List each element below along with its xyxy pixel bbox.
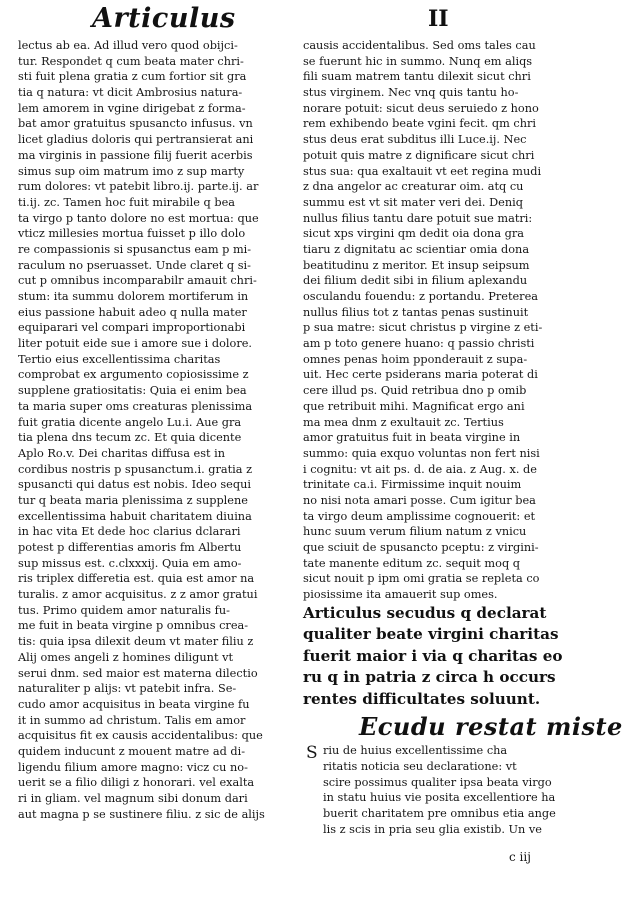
text-line: raculum no pseruasset. Unde claret q si- bbox=[18, 258, 251, 272]
text-line: piosissime ita amauerit sup omes. bbox=[303, 588, 498, 602]
text-line: Aplo Ro.v. Dei charitas diffusa est in bbox=[18, 446, 226, 460]
heading-line: qualiter beate virgini charitas bbox=[303, 625, 559, 644]
text-line: cordibus nostris p spusanctum.i. gratia z bbox=[18, 462, 253, 476]
text-line: in statu huius vie posita excellentiore ha bbox=[323, 791, 556, 805]
text-line: cere illud ps. Quid retribua dno p omib bbox=[303, 384, 527, 398]
text-line: lem amorem in vgine dirigebat z forma- bbox=[18, 101, 246, 115]
text-line: nullus filius tot z tantas penas sustinuit bbox=[303, 305, 529, 319]
text-line: ma mea dnm z exultauit zc. Tertius bbox=[303, 415, 504, 429]
text-line: omnes penas hoim pponderauit z supa- bbox=[303, 352, 528, 366]
text-line: ma virginis in passione filij fuerit acerbis bbox=[18, 148, 253, 162]
text-line: buerit charitatem pre omnibus etia ange bbox=[323, 807, 556, 820]
text-line: supplene gratiositatis: Quia ei enim bea bbox=[18, 384, 247, 398]
text-line: z dna angelor ac creaturar oim. atq cu bbox=[303, 180, 524, 194]
text-line: p sua matre: sicut christus p virgine z eti- bbox=[303, 321, 543, 335]
running-title: Articulus bbox=[92, 3, 236, 34]
heading-line: ru q in patria z circa h occurs bbox=[303, 668, 556, 687]
text-line: osculandu fouendu: z portandu. Preterea bbox=[303, 290, 538, 303]
text-line: Alij omes angeli z homines diligunt vt bbox=[18, 650, 234, 664]
text-line: stus virginem. Nec vnq quis tantu ho- bbox=[303, 86, 519, 100]
text-line: potest p differentias amoris fm Albertu bbox=[18, 541, 242, 554]
text-line: riu de huius excellentissime cha bbox=[323, 744, 508, 758]
article-heading bbox=[303, 603, 585, 711]
text-line: acquisitus fit ex causis accidentalibus: que bbox=[18, 729, 263, 743]
text-line: lectus ab ea. Ad illud vero quod obijci- bbox=[18, 39, 238, 52]
text-line: tus. Primo quidem amor naturalis fu- bbox=[18, 603, 230, 617]
text-line: trinitate ca.i. Firmissime inquit nouim bbox=[303, 478, 522, 492]
text-line: causis accidentalibus. Sed oms tales cau bbox=[303, 39, 536, 52]
text-line: ris triplex differetia est. quia est amor na bbox=[18, 572, 255, 586]
right-column bbox=[303, 38, 623, 837]
text-line: no nisi nota amari posse. Cum igitur bea bbox=[303, 493, 536, 507]
text-line: re compassionis si spusanctus eam p mi- bbox=[18, 242, 252, 256]
text-line: quidem inducunt z mouent matre ad di- bbox=[18, 744, 246, 758]
text-line: norare potuit: sicut deus seruiedo z hono bbox=[303, 101, 539, 115]
text-line: tur q beata maria plenissima z supplene bbox=[18, 493, 248, 507]
text-line: ritatis noticia seu declaratione: vt bbox=[323, 759, 517, 773]
text-line: tiaru z dignitatu ac scientiar omia dona bbox=[303, 242, 530, 256]
text-line: que sciuit de spusancto pceptu: z virgini- bbox=[303, 541, 539, 554]
text-line: rum dolores: vt patebit libro.ij. parte.ij. ar bbox=[18, 180, 259, 194]
text-line: se fuerunt hic in summo. Nunq em aliqs bbox=[303, 54, 533, 68]
text-line: i cognitu: vt ait ps. d. de aia. z Aug. x. de bbox=[303, 462, 537, 476]
text-line: summo: quia exquo voluntas non fert nisi bbox=[303, 446, 540, 460]
text-line: equiparari vel compari improportionabi bbox=[18, 321, 246, 335]
text-line: sup missus est. c.clxxxij. Quia em amo- bbox=[18, 556, 242, 570]
text-line: it in summo ad christum. Talis em amor bbox=[18, 713, 246, 727]
text-line: amor gratuitus fuit in beata virgine in bbox=[303, 431, 521, 445]
text-line: uerit se a filio diligi z honorari. vel exalta bbox=[18, 776, 255, 790]
text-line: ti.ij. zc. Tamen hoc fuit mirabile q bea bbox=[18, 195, 236, 209]
text-line: rem exhibendo beate vgini fecit. qm chri bbox=[303, 117, 537, 131]
heading-line: Articulus secudus q declarat bbox=[303, 603, 547, 622]
text-line: cudo amor acquisitus in beata virgine fu bbox=[18, 697, 250, 711]
text-line: am p toto genere huano: q passio christi bbox=[303, 337, 535, 351]
text-line: turalis. z amor acquisitus. z z amor gratui bbox=[18, 588, 258, 602]
text-line: sicut nouit p ipm omi gratia se repleta co bbox=[303, 572, 540, 586]
text-line: liter potuit eide sue i amore sue i dolore. bbox=[18, 337, 252, 351]
text-line: stum: ita summu dolorem mortiferum in bbox=[18, 290, 249, 303]
text-line: tis: quia ipsa dilexit deum vt mater filiu z bbox=[18, 635, 254, 649]
text-line: aut magna p se sustinere filiu. z sic de alijs bbox=[18, 807, 265, 821]
text-line: fuit gratia dicente angelo Lu.i. Aue gra bbox=[18, 415, 242, 429]
text-line: dei filium dedit sibi in filium aplexandu bbox=[303, 274, 528, 288]
text-line: fili suam matrem tantu dilexit sicut chri bbox=[303, 70, 531, 84]
text-line: tia plena dns tecum zc. Et quia dicente bbox=[18, 431, 242, 445]
left-column bbox=[18, 38, 290, 822]
text-line: summu est vt sit mater veri dei. Deniq bbox=[303, 195, 523, 209]
text-line: que retribuit mihi. Magnificat ergo ani bbox=[303, 399, 525, 413]
text-line: vticz millesies mortua fuisset p illo dolo bbox=[18, 227, 246, 241]
heading-line: rentes difficultates soluunt. bbox=[303, 689, 541, 708]
text-line: potuit quis matre z dignificare sicut chri bbox=[303, 148, 535, 162]
heading-line: fuerit maior i via q charitas eo bbox=[303, 646, 563, 665]
text-line: naturaliter p alijs: vt patebit infra. Se- bbox=[18, 682, 237, 696]
text-line: ta virgo p tanto dolore no est mortua: que bbox=[18, 211, 259, 225]
right-column-body bbox=[303, 38, 585, 603]
folio-number: II bbox=[428, 6, 449, 32]
text-line: nullus filius tantu dare potuit sue matri: bbox=[303, 211, 533, 225]
text-line: ligendu filium amore magno: vicz cu no- bbox=[18, 760, 248, 774]
text-line: sicut xps virgini qm dedit oia dona gra bbox=[303, 227, 525, 241]
text-line: me fuit in beata virgine p omnibus crea- bbox=[18, 619, 249, 633]
text-line: ta virgo deum amplissime cognouerit: et bbox=[303, 509, 536, 523]
text-line: excellentissima habuit charitatem diuina bbox=[18, 509, 252, 523]
text-line: hunc suum verum filium natum z vnicu bbox=[303, 525, 527, 539]
text-line: licet gladius doloris qui pertransierat ani bbox=[18, 133, 254, 147]
text-line: ta maria super oms creaturas plenissima bbox=[18, 399, 253, 413]
text-line: tate manente editum zc. sequit moq q bbox=[303, 556, 521, 570]
text-line: beatitudinu z meritor. Et insup seipsum bbox=[303, 258, 530, 272]
text-line: spusancti qui datus est nobis. Ideo sequi bbox=[18, 478, 251, 492]
text-line: stus sua: qua exaltauit vt eet regina mudi bbox=[303, 164, 542, 178]
text-line: bat amor gratuitus spusancto infusus. vn bbox=[18, 117, 253, 131]
text-line: simus sup oim matrum imo z sup marty bbox=[18, 164, 245, 178]
text-line: uit. Hec certe psiderans maria poterat di bbox=[303, 368, 538, 382]
text-line: ri in gliam. vel magnum sibi donum dari bbox=[18, 792, 248, 805]
text-line: comprobat ex argumento copiosissime z bbox=[18, 368, 249, 382]
text-line: lis z scis in pria seu glia existib. Un ve bbox=[323, 822, 542, 836]
text-line: serui dnm. sed maior est materna dilectio bbox=[18, 666, 258, 680]
text-line: cut p omnibus incomparabilr amauit chri- bbox=[18, 274, 257, 288]
text-line: stus deus erat subditus illi Luce.ij. Nec bbox=[303, 133, 527, 147]
incipit-paragraph-text bbox=[323, 743, 585, 837]
catchword: c iij bbox=[509, 850, 531, 864]
text-line: tia q natura: vt dicit Ambrosius natura- bbox=[18, 86, 243, 100]
text-line: sti fuit plena gratia z cum fortior sit gra bbox=[18, 70, 247, 84]
incipit-paragraph bbox=[303, 743, 585, 837]
incipit-line: Ecudu restat miste bbox=[359, 712, 623, 742]
drop-initial: S bbox=[306, 743, 318, 764]
text-line: eius passione habuit adeo q nulla mater bbox=[18, 305, 247, 319]
text-line: scire possimus qualiter ipsa beata virgo bbox=[323, 775, 552, 789]
text-line: tur. Respondet q cum beata mater chri- bbox=[18, 54, 244, 68]
text-line: in hac vita Et dede hoc clarius dclarari bbox=[18, 525, 241, 539]
text-line: Tertio eius excellentissima charitas bbox=[18, 352, 221, 366]
